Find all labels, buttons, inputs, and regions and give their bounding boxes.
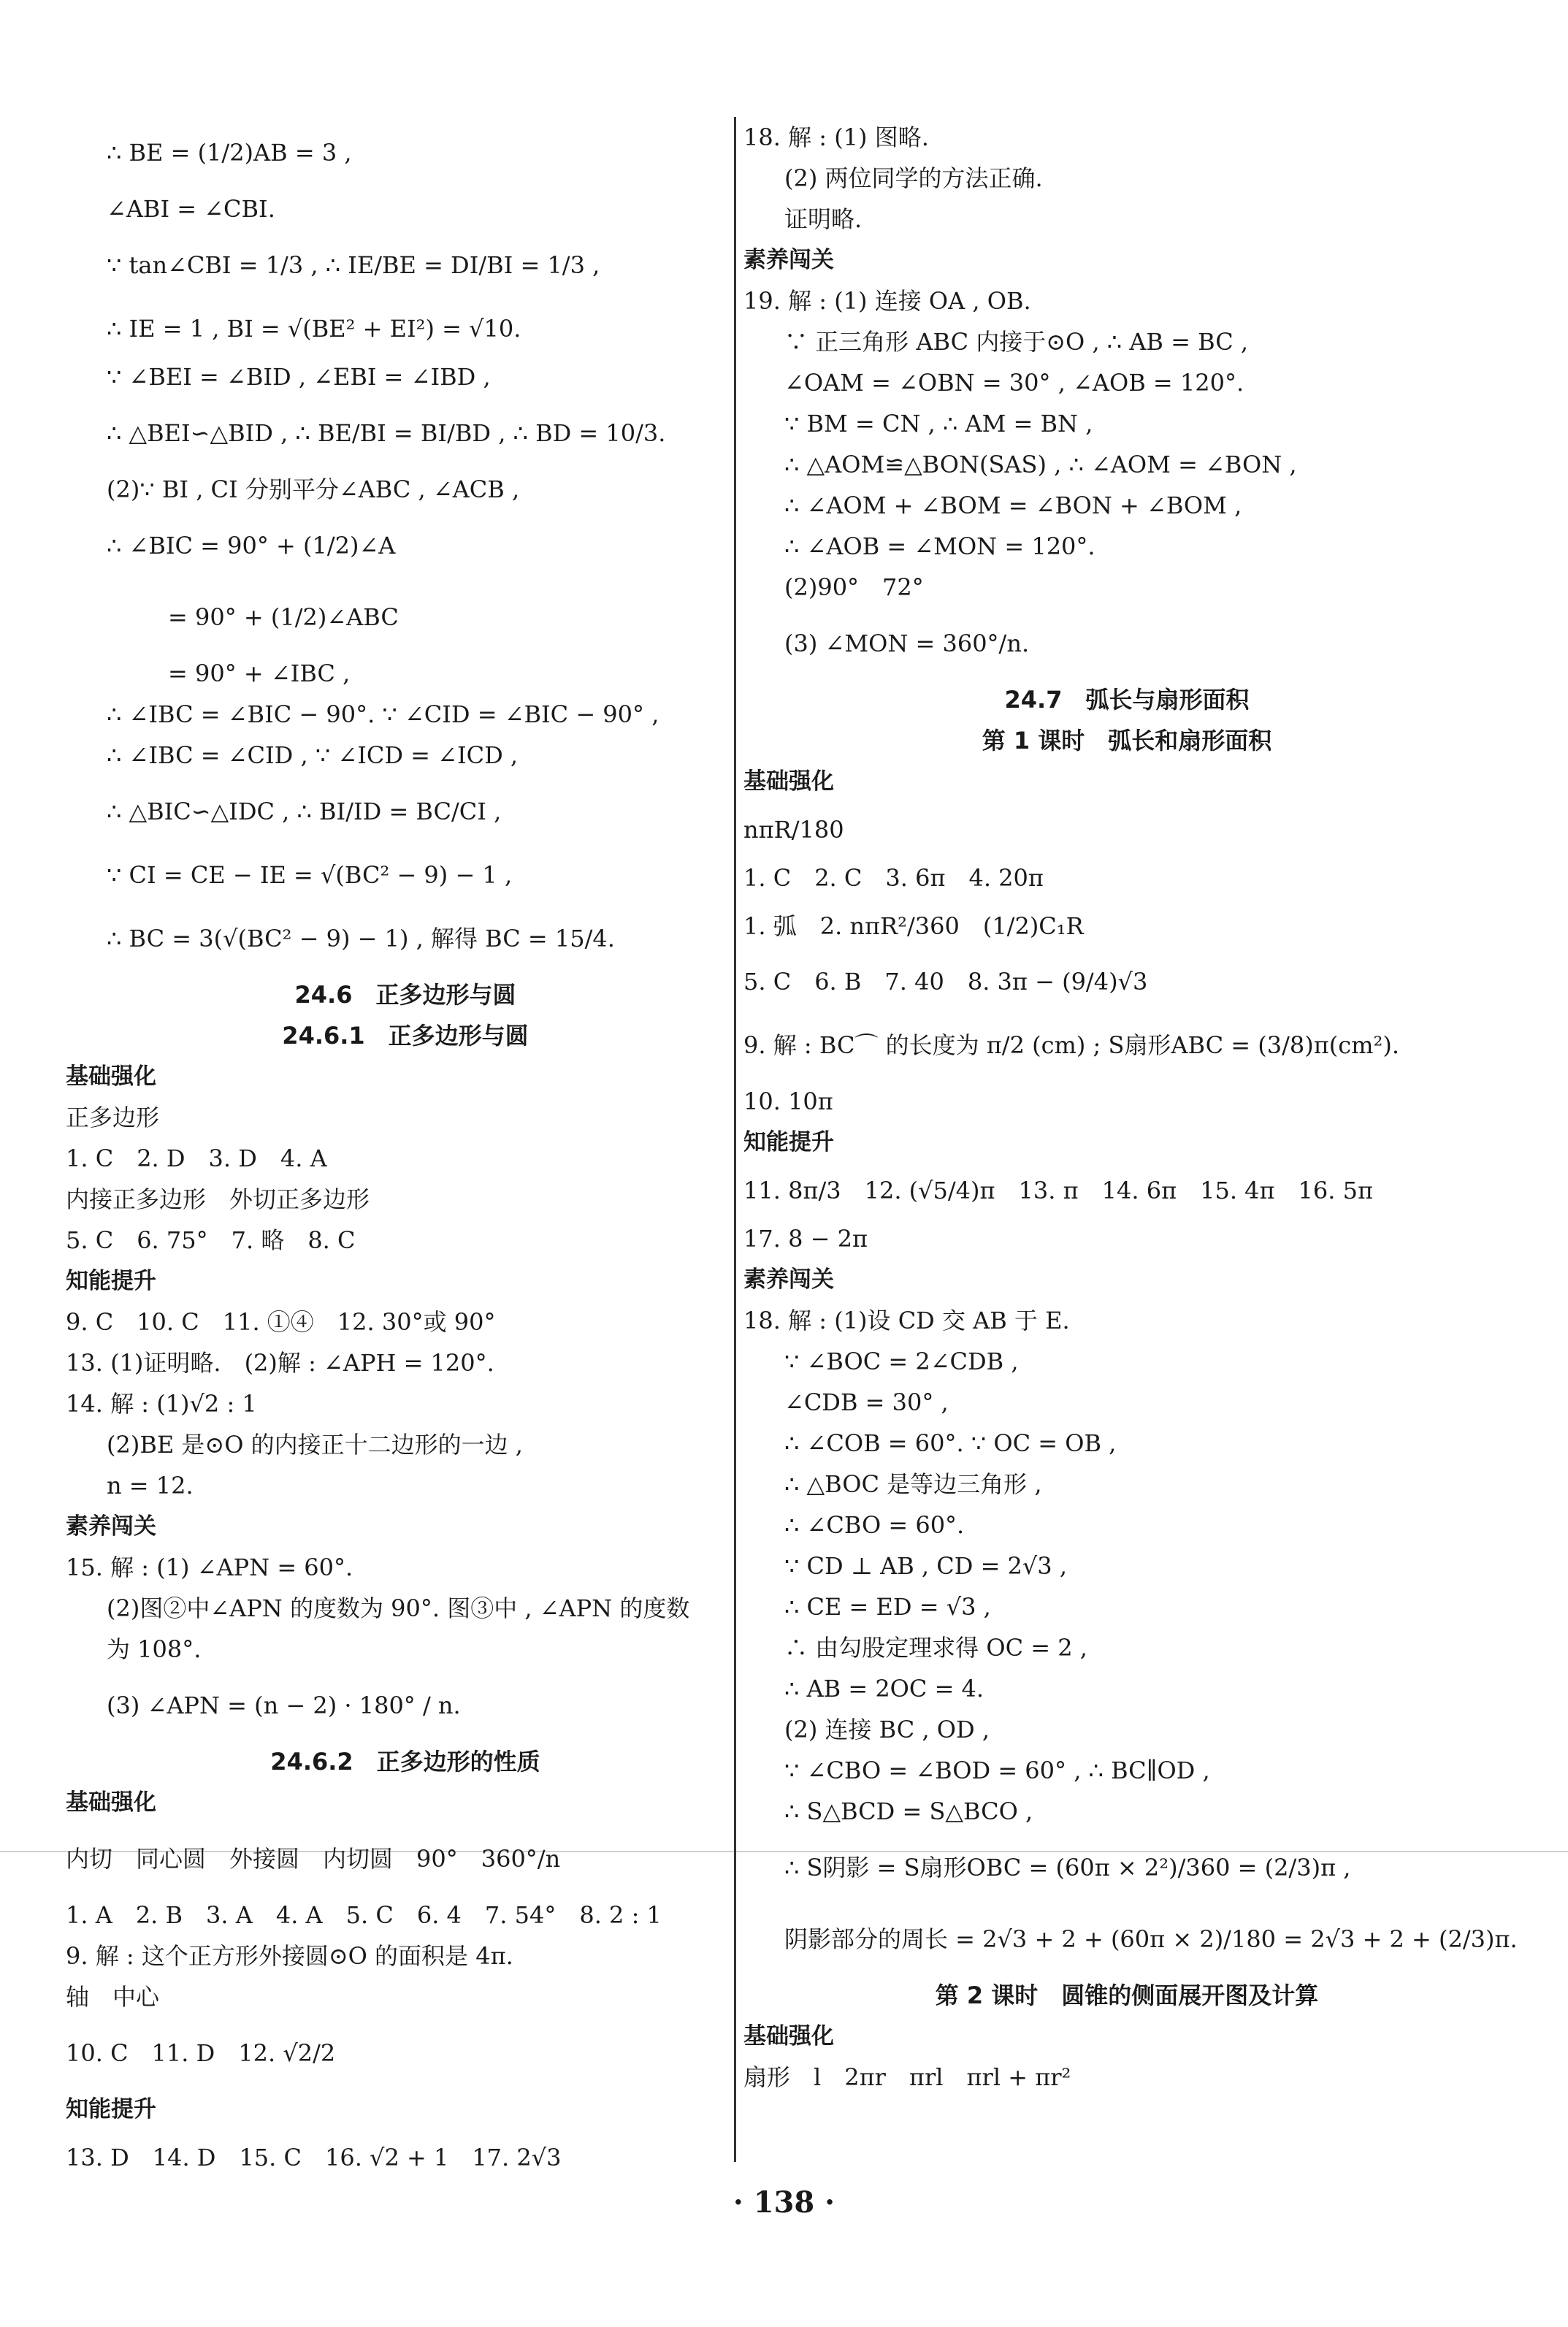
- section-title: 24.6 正多边形与圆: [294, 981, 516, 1009]
- answer-line: ∴ AB = 2OC = 4.: [784, 1675, 984, 1703]
- answer-line: ∴ CE = ED = √3 ,: [784, 1593, 991, 1621]
- text-line: (2)∵ BI , CI 分别平分∠ABC , ∠ACB ,: [107, 475, 520, 503]
- answer-line: ∴ 由勾股定理求得 OC = 2 ,: [784, 1634, 1087, 1662]
- answer-line: ∴ ∠AOB = ∠MON = 120°.: [784, 532, 1095, 560]
- answer-line: ∴ ∠AOM + ∠BOM = ∠BON + ∠BOM ,: [784, 492, 1242, 519]
- answer-line: ∴ S阴影 = S扇形OBC = (60π × 2²)/360 = (2/3)π ,: [784, 1854, 1351, 1881]
- text-line: ∴ IE = 1 , BI = √(BE² + EI²) = √10.: [107, 315, 521, 343]
- category-label: 素养闯关: [743, 246, 834, 273]
- answer-line: (2)90° 72°: [784, 573, 924, 601]
- text-line: ∠ABI = ∠CBI.: [107, 195, 275, 223]
- answer-line: 为 108°.: [107, 1635, 202, 1663]
- answer-line: ∵ 正三角形 ABC 内接于⊙O , ∴ AB = BC ,: [784, 328, 1249, 356]
- answer-line: (2)图②中∠APN 的度数为 90°. 图③中 , ∠APN 的度数: [107, 1594, 690, 1622]
- answer-line: 18. 解 : (1)设 CD 交 AB 于 E.: [743, 1307, 1070, 1334]
- answer-line: 1. A 2. B 3. A 4. A 5. C 6. 4 7. 54° 8. 2 : 1: [66, 1901, 662, 1929]
- answer-line: 1. 弧 2. nπR²/360 (1/2)C₁R: [743, 912, 1084, 940]
- answer-line: 1. C 2. D 3. D 4. A: [66, 1145, 327, 1172]
- subsection-title: 24.6.1 正多边形与圆: [282, 1022, 529, 1050]
- answer-line: (2) 两位同学的方法正确.: [784, 164, 1043, 192]
- answer-line: 9. 解 : 这个正方形外接圆⊙O 的面积是 4π.: [66, 1942, 513, 1970]
- subsection-title: 第 1 课时 弧长和扇形面积: [982, 727, 1272, 754]
- answer-line: 13. (1)证明略. (2)解 : ∠APH = 120°.: [66, 1349, 494, 1377]
- category-label: 知能提升: [743, 1128, 834, 1155]
- answer-line: 10. 10π: [743, 1088, 833, 1115]
- text-line: ∴ △BIC∽△IDC , ∴ BI/ID = BC/CI ,: [107, 798, 502, 825]
- category-label: 基础强化: [743, 2022, 834, 2049]
- answer-line: 10. C 11. D 12. √2/2: [66, 2039, 336, 2067]
- answer-line: ∴ S△BCD = S△BCO ,: [784, 1797, 1033, 1825]
- text-line: ∴ ∠IBC = ∠BIC − 90°. ∵ ∠CID = ∠BIC − 90° ,: [107, 700, 659, 728]
- answer-line: ∵ CD ⊥ AB , CD = 2√3 ,: [784, 1552, 1067, 1580]
- answer-line: (2) 连接 BC , OD ,: [784, 1716, 990, 1743]
- page-number: · 138 ·: [733, 2185, 835, 2220]
- answer-line: (2)BE 是⊙O 的内接正十二边形的一边 ,: [107, 1431, 523, 1459]
- section-title: 24.7 弧长与扇形面积: [1004, 686, 1250, 714]
- category-label: 知能提升: [66, 2095, 156, 2122]
- text-line: ∴ BE = (1/2)AB = 3 ,: [107, 139, 352, 167]
- text-line: ∵ tan∠CBI = 1/3 , ∴ IE/BE = DI/BI = 1/3 ,: [107, 251, 600, 279]
- answer-line: 17. 8 − 2π: [743, 1225, 868, 1253]
- right-column: [743, 117, 1518, 2098]
- answer-line: (3) ∠MON = 360°/n.: [784, 630, 1030, 657]
- answer-line: ∴ ∠COB = 60°. ∵ OC = OB ,: [784, 1429, 1117, 1457]
- text-line: ∴ BC = 3(√(BC² − 9) − 1) , 解得 BC = 15/4.: [107, 925, 615, 952]
- category-label: 素养闯关: [66, 1513, 156, 1540]
- answer-line: 13. D 14. D 15. C 16. √2 + 1 17. 2√3: [66, 2144, 562, 2171]
- answer-line: 证明略.: [784, 205, 863, 233]
- answer-line: ∵ ∠BOC = 2∠CDB ,: [784, 1348, 1019, 1375]
- category-label: 知能提升: [66, 1267, 156, 1294]
- answer-line: 轴 中心: [66, 1983, 160, 2011]
- answer-line: 内切 同心圆 外接圆 内切圆 90° 360°/n: [66, 1845, 561, 1873]
- answer-line: 5. C 6. 75° 7. 略 8. C: [66, 1226, 356, 1254]
- category-label: 基础强化: [66, 1789, 156, 1816]
- text-line: ∴ ∠BIC = 90° + (1/2)∠A: [107, 532, 396, 559]
- answer-line: nπR/180: [743, 816, 844, 844]
- answer-line: ∠CDB = 30° ,: [784, 1388, 949, 1416]
- text-line: ∴ △BEI∽△BID , ∴ BE/BI = BI/BD , ∴ BD = 10/3.: [107, 419, 666, 447]
- text-line: ∵ ∠BEI = ∠BID , ∠EBI = ∠IBD ,: [107, 363, 491, 391]
- text-line: = 90° + (1/2)∠ABC: [168, 603, 399, 631]
- answer-line: 11. 8π/3 12. (√5/4)π 13. π 14. 6π 15. 4π 16. 5π: [743, 1177, 1374, 1204]
- answer-line: 19. 解 : (1) 连接 OA , OB.: [743, 287, 1031, 315]
- answer-line: (3) ∠APN = (n − 2) · 180° / n.: [107, 1692, 461, 1719]
- answer-line: ∴ △AOM≌△BON(SAS) , ∴ ∠AOM = ∠BON ,: [784, 451, 1297, 478]
- text-line: ∵ CI = CE − IE = √(BC² − 9) − 1 ,: [107, 861, 513, 889]
- answer-line: ∵ BM = CN , ∴ AM = BN ,: [784, 410, 1093, 437]
- answer-line: 内接正多边形 外切正多边形: [66, 1185, 370, 1213]
- answer-line: ∠OAM = ∠OBN = 30° , ∠AOB = 120°.: [784, 369, 1244, 397]
- answer-line: 1. C 2. C 3. 6π 4. 20π: [743, 864, 1044, 892]
- answer-line: 18. 解 : (1) 图略.: [743, 123, 929, 151]
- answer-line: 9. 解 : BC⌒ 的长度为 π/2 (cm) ; S扇形ABC = (3/8)π(cm²).: [743, 1031, 1399, 1059]
- answer-line: ∴ ∠CBO = 60°.: [784, 1511, 965, 1539]
- answer-line: ∵ ∠CBO = ∠BOD = 60° , ∴ BC∥OD ,: [784, 1757, 1210, 1784]
- answer-line: 5. C 6. B 7. 40 8. 3π − (9/4)√3: [743, 968, 1148, 996]
- answer-line: 正多边形: [66, 1104, 160, 1131]
- answer-line: 9. C 10. C 11. ①④ 12. 30°或 90°: [66, 1308, 496, 1336]
- text-line: = 90° + ∠IBC ,: [168, 660, 351, 687]
- answer-line: 阴影部分的周长 = 2√3 + 2 + (60π × 2)/180 = 2√3 + 2 + (2/3)π.: [784, 1925, 1518, 1953]
- answer-line: n = 12.: [107, 1472, 194, 1499]
- answer-line: ∴ △BOC 是等边三角形 ,: [784, 1470, 1042, 1498]
- category-label: 素养闯关: [743, 1266, 834, 1293]
- answer-line: 扇形 l 2πr πrl πrl + πr²: [743, 2063, 1071, 2091]
- subsection-title: 24.6.2 正多边形的性质: [270, 1748, 540, 1776]
- answer-line: 15. 解 : (1) ∠APN = 60°.: [66, 1554, 353, 1581]
- subsection-title: 第 2 课时 圆锥的侧面展开图及计算: [935, 1982, 1319, 2009]
- answer-line: 14. 解 : (1)√2 : 1: [66, 1390, 257, 1418]
- left-column: [66, 117, 745, 2185]
- category-label: 基础强化: [743, 768, 834, 795]
- category-label: 基础强化: [66, 1063, 156, 1090]
- text-line: ∴ ∠IBC = ∠CID , ∵ ∠ICD = ∠ICD ,: [107, 741, 519, 769]
